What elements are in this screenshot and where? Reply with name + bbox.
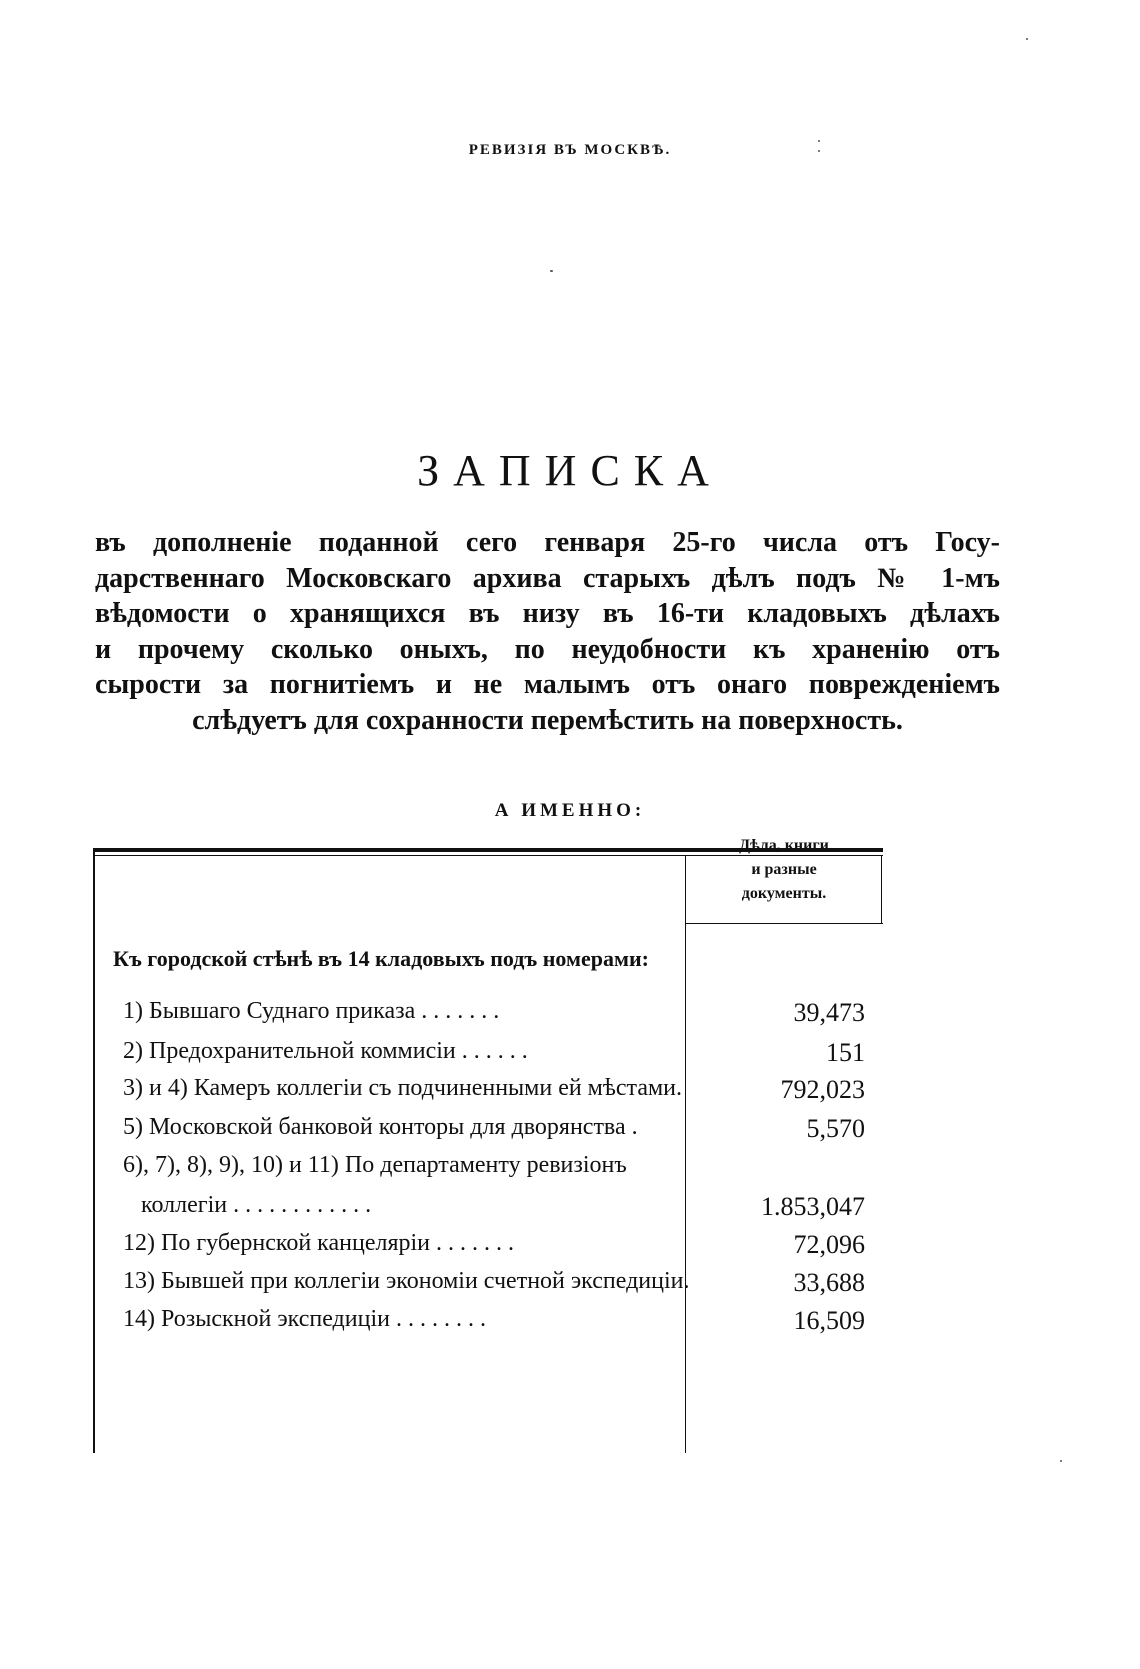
table-row: [123, 998, 883, 1036]
row-label: 1) Бывшаго Суднаго приказа . . . . . . .: [123, 998, 500, 1024]
page-speck: [1026, 38, 1028, 40]
document-title: ЗАПИСКА: [417, 446, 723, 495]
column-header: [685, 834, 883, 906]
intro-line: дарственнаго Московскаго архива старыхъ дѣлъ подъ № 1-мъ: [95, 562, 1000, 594]
column-header-line: документы.: [741, 885, 827, 902]
intro-line: слѣдуетъ для сохранности перемѣстить на поверхность.: [192, 704, 903, 736]
table-row: [123, 1075, 883, 1113]
row-value: 33,688: [793, 1268, 865, 1297]
row-label: 6), 7), 8), 9), 10) и 11) По департаменту ревизiонъ: [123, 1152, 627, 1178]
column-header-line: Дѣла, книги: [739, 837, 829, 854]
row-value: 72,096: [793, 1230, 865, 1259]
inventory-table: [93, 837, 883, 1453]
column-header-rule: [685, 923, 883, 924]
intro-line: и прочему сколько оныхъ, по неудобности къ храненiю отъ: [95, 633, 1000, 665]
row-label: 14) Розыскной экспедицiи . . . . . . . .: [123, 1306, 486, 1332]
row-label: 5) Московской банковой конторы для дворянства .: [123, 1114, 638, 1140]
intro-line: сырости за погнитiемъ и не малымъ отъ онаго поврежденiемъ: [95, 669, 1000, 700]
row-label: 2) Предохранительной коммисiи . . . . . .: [123, 1038, 528, 1064]
row-label: 12) По губернской канцелярiи . . . . . . .: [123, 1230, 514, 1256]
group-header: Къ городской стѣнѣ въ 14 кладовыхъ подъ номерами:: [113, 946, 649, 971]
intro-line: въ дополненiе поданной сего генваря 25-го числа отъ Госу-: [95, 527, 1000, 558]
page-speck: [818, 140, 820, 142]
page-speck: [818, 150, 820, 152]
page-speck: [550, 270, 553, 272]
row-value: 16,509: [793, 1306, 865, 1335]
table-row: [123, 1268, 883, 1306]
row-value: 5,570: [806, 1114, 865, 1143]
intro-paragraph: [95, 525, 1000, 738]
section-subhead: А ИМЕННО:: [494, 800, 646, 821]
row-label: 13) Бывшей при коллегiи экономiи счетной экспедицiи.: [123, 1268, 690, 1294]
table-row: [123, 1114, 883, 1152]
table-row: [123, 1038, 883, 1076]
table-row: [123, 1152, 883, 1232]
table-row: [123, 1230, 883, 1268]
row-value: 792,023: [780, 1075, 865, 1104]
row-value: 1.853,047: [761, 1192, 865, 1221]
table-left-border: [93, 848, 95, 1453]
column-header-line: и разные: [751, 861, 817, 878]
row-label: 3) и 4) Камеръ коллегiи съ подчиненными ей мѣстами.: [123, 1075, 683, 1101]
row-label-continuation: коллегiи . . . . . . . . . . . .: [141, 1192, 372, 1218]
row-value: 151: [826, 1038, 865, 1067]
running-head: РЕВИЗIЯ ВЪ МОСКВѢ.: [468, 142, 672, 158]
table-row: [123, 1306, 883, 1344]
row-value: 39,473: [793, 998, 865, 1027]
intro-line: вѣдомости о хранящихся въ низу въ 16-ти кладовыхъ дѣлахъ: [95, 598, 1000, 629]
page-speck: [1060, 1460, 1062, 1462]
